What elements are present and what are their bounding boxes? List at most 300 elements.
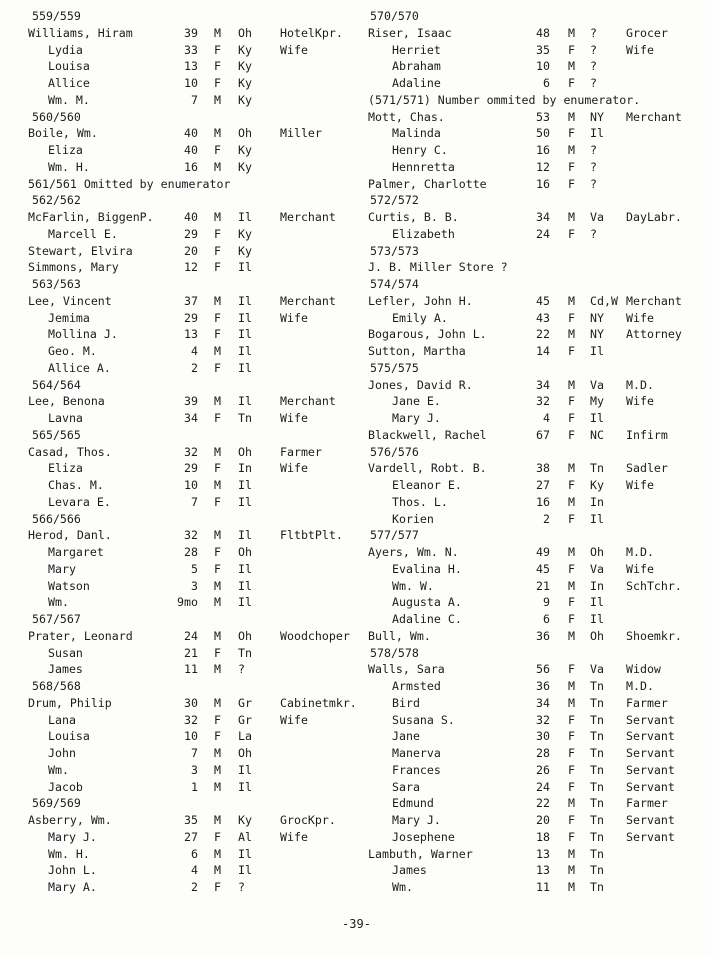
person-birthplace: Tn — [590, 863, 604, 878]
person-row — [364, 226, 710, 243]
person-birthplace: ? — [238, 880, 245, 894]
person-name: Louisa — [48, 729, 90, 744]
person-age: 34 — [536, 377, 550, 392]
person-name: Palmer, Charlotte — [368, 176, 487, 191]
person-age: 13 — [184, 59, 198, 74]
person-sex: M — [568, 695, 575, 710]
person-sex: F — [568, 411, 575, 425]
person-occupation: Servant — [626, 729, 675, 744]
person-row — [22, 812, 364, 829]
person-sex: F — [214, 42, 221, 57]
person-age: 7 — [191, 494, 198, 509]
person-age: 36 — [536, 628, 550, 643]
person-sex: F — [568, 511, 575, 526]
person-age: 12 — [536, 159, 550, 174]
person-occupation: Merchant — [280, 394, 336, 409]
person-name: Sutton, Martha — [368, 344, 466, 358]
person-name: Herod, Danl. — [28, 528, 112, 543]
person-name: John — [48, 746, 76, 760]
person-age: 32 — [184, 444, 198, 459]
person-birthplace: Va — [590, 561, 604, 576]
person-sex: M — [568, 210, 575, 224]
person-age: 34 — [536, 210, 550, 224]
person-row — [364, 712, 710, 729]
person-sex: M — [214, 210, 221, 224]
person-name: Abraham — [392, 59, 441, 74]
person-birthplace: Il — [238, 779, 252, 794]
person-name: Wm. M. — [48, 92, 90, 107]
person-sex: F — [568, 478, 575, 492]
person-name: James — [392, 863, 427, 878]
person-sex: M — [214, 578, 221, 593]
person-row — [364, 611, 710, 628]
person-birthplace: Tn — [238, 645, 252, 660]
person-age: 14 — [536, 344, 550, 358]
person-occupation: Servant — [626, 829, 675, 844]
person-birthplace: ? — [590, 159, 597, 174]
person-row — [22, 226, 364, 243]
person-row — [22, 661, 364, 678]
household-number: 560/560 — [32, 109, 81, 124]
person-occupation: Wife — [626, 42, 654, 57]
person-age: 13 — [184, 327, 198, 342]
person-birthplace: Il — [590, 344, 604, 358]
household-header-row — [22, 795, 364, 812]
person-birthplace: Ky — [238, 92, 252, 107]
person-name: Curtis, B. B. — [368, 210, 459, 224]
person-birthplace: Il — [238, 360, 252, 375]
person-sex: F — [214, 461, 221, 476]
person-row — [22, 645, 364, 662]
person-occupation: Servant — [626, 813, 675, 827]
note-row — [364, 92, 710, 109]
person-row — [364, 829, 710, 846]
person-occupation: Wife — [626, 478, 654, 492]
person-name: Mott, Chas. — [368, 109, 445, 124]
person-sex: F — [214, 143, 221, 157]
person-birthplace: Oh — [238, 444, 252, 459]
person-age: 6 — [191, 846, 198, 861]
person-name: Armsted — [392, 679, 441, 693]
person-birthplace: Oh — [238, 746, 252, 760]
person-name: Levara E. — [48, 494, 111, 509]
person-age: 3 — [191, 762, 198, 777]
person-row — [22, 92, 364, 109]
person-row — [364, 42, 710, 59]
person-birthplace: ? — [590, 143, 597, 157]
household-header-row — [22, 192, 364, 209]
person-row — [364, 661, 710, 678]
person-name: Louisa — [48, 59, 90, 74]
person-age: 53 — [536, 109, 550, 124]
person-sex: F — [568, 595, 575, 610]
person-age: 7 — [191, 746, 198, 760]
person-name: Riser, Isaac — [368, 25, 452, 40]
person-age: 22 — [536, 327, 550, 342]
person-age: 32 — [184, 712, 198, 727]
person-age: 24 — [184, 628, 198, 643]
person-name: Stewart, Elvira — [28, 243, 133, 258]
person-row — [364, 578, 710, 595]
person-name: Mary A. — [48, 880, 97, 894]
person-row — [364, 142, 710, 159]
person-sex: M — [214, 746, 221, 760]
person-row — [364, 494, 710, 511]
person-occupation: Merchant — [280, 293, 336, 308]
person-age: 28 — [536, 746, 550, 760]
person-sex: M — [214, 293, 221, 308]
person-name: Lydia — [48, 42, 83, 57]
person-occupation: Wife — [280, 310, 308, 325]
person-birthplace: Il — [590, 612, 604, 626]
enumerator-note: J. B. Miller Store ? — [368, 260, 508, 275]
person-age: 11 — [536, 880, 550, 894]
person-name: Drum, Philip — [28, 695, 112, 710]
person-row — [364, 812, 710, 829]
person-name: Wm. W. — [392, 578, 434, 593]
person-birthplace: Tn — [590, 813, 604, 827]
person-occupation: Shoemkr. — [626, 628, 682, 643]
household-header-row — [364, 645, 710, 662]
person-birthplace: Tn — [590, 880, 604, 894]
person-row — [22, 444, 364, 461]
person-sex: M — [214, 444, 221, 459]
person-sex: M — [568, 293, 575, 308]
person-row — [364, 779, 710, 796]
person-age: 36 — [536, 679, 550, 693]
person-sex: F — [214, 310, 221, 325]
person-birthplace: Oh — [238, 628, 252, 643]
person-occupation: DayLabr. — [626, 210, 682, 224]
household-header-row — [364, 360, 710, 377]
person-sex: M — [568, 327, 575, 342]
person-name: Allice — [48, 76, 90, 90]
household-header-row — [22, 109, 364, 126]
person-row — [364, 678, 710, 695]
person-sex: M — [214, 863, 221, 878]
person-age: 35 — [184, 813, 198, 827]
person-sex: M — [568, 377, 575, 392]
person-name: Jane — [392, 729, 420, 744]
person-birthplace: ? — [590, 25, 597, 40]
person-birthplace: Va — [590, 377, 604, 392]
person-row — [22, 326, 364, 343]
person-occupation: Servant — [626, 779, 675, 794]
person-name: Blackwell, Rachel — [368, 427, 487, 442]
person-name: Susan — [48, 645, 83, 660]
person-birthplace: Il — [238, 310, 252, 325]
household-number: 565/565 — [32, 427, 81, 442]
person-row — [364, 410, 710, 427]
person-name: Emily A. — [392, 310, 448, 325]
person-occupation: Wife — [280, 411, 308, 425]
person-birthplace: ? — [590, 226, 597, 241]
person-row — [22, 293, 364, 310]
person-row — [22, 862, 364, 879]
person-row — [22, 142, 364, 159]
person-occupation: Farmer — [626, 695, 668, 710]
person-sex: F — [568, 76, 575, 90]
person-name: Elizabeth — [392, 226, 455, 241]
person-name: Casad, Thos. — [28, 444, 112, 459]
person-row — [22, 695, 364, 712]
person-sex: F — [214, 880, 221, 894]
person-row — [22, 125, 364, 142]
person-birthplace: ? — [590, 76, 597, 90]
person-sex: M — [214, 595, 221, 610]
person-sex: M — [214, 25, 221, 40]
person-sex: F — [214, 243, 221, 258]
person-name: Malinda — [392, 126, 441, 141]
person-name: James — [48, 662, 83, 677]
person-row — [22, 410, 364, 427]
person-row — [22, 259, 364, 276]
person-birthplace: In — [590, 494, 604, 509]
person-row — [22, 460, 364, 477]
person-sex: M — [214, 813, 221, 827]
person-sex: M — [214, 478, 221, 492]
household-header-row — [364, 276, 710, 293]
person-row — [364, 109, 710, 126]
person-birthplace: ? — [590, 59, 597, 74]
person-name: Asberry, Wm. — [28, 813, 112, 827]
person-occupation: Wife — [280, 42, 308, 57]
person-row — [364, 728, 710, 745]
person-occupation: FltbtPlt. — [280, 528, 343, 543]
person-sex: F — [568, 427, 575, 442]
person-birthplace: Il — [238, 260, 252, 275]
person-sex: M — [568, 880, 575, 894]
person-sex: F — [214, 411, 221, 425]
household-header-row — [364, 444, 710, 461]
person-occupation: M.D. — [626, 377, 654, 392]
person-birthplace: Ky — [238, 59, 252, 74]
household-number: 562/562 — [32, 193, 81, 208]
person-name: Mary — [48, 561, 76, 576]
person-age: 40 — [184, 126, 198, 141]
person-occupation: Farmer — [280, 444, 322, 459]
person-sex: F — [214, 561, 221, 576]
person-occupation: Merchant — [626, 109, 682, 124]
note-row — [364, 259, 710, 276]
household-number: 570/570 — [370, 9, 419, 23]
person-row — [364, 293, 710, 310]
person-age: 22 — [536, 796, 550, 811]
person-row — [22, 209, 364, 226]
person-age: 67 — [536, 427, 550, 442]
person-birthplace: Tn — [590, 712, 604, 727]
person-birthplace: Il — [238, 863, 252, 878]
household-header-row — [22, 276, 364, 293]
person-name: Frances — [392, 762, 441, 777]
person-birthplace: Il — [238, 478, 252, 492]
person-age: 26 — [536, 762, 550, 777]
person-name: Lavna — [48, 411, 83, 425]
household-number: 576/576 — [370, 444, 419, 459]
person-age: 35 — [536, 42, 550, 57]
person-sex: M — [568, 25, 575, 40]
person-sex: F — [214, 76, 221, 90]
person-occupation: Wife — [626, 394, 654, 409]
person-birthplace: Tn — [590, 762, 604, 777]
person-sex: M — [214, 394, 221, 409]
household-number: 569/569 — [32, 796, 81, 811]
person-age: 43 — [536, 310, 550, 325]
person-occupation: Wife — [280, 829, 308, 844]
person-row — [364, 544, 710, 561]
person-age: 13 — [536, 863, 550, 878]
household-number: 566/566 — [32, 511, 81, 526]
person-name: Lefler, John H. — [368, 293, 473, 308]
person-birthplace: Tn — [238, 411, 252, 425]
person-name: Eleanor E. — [392, 478, 462, 492]
person-name: Bird — [392, 695, 420, 710]
person-birthplace: Oh — [590, 628, 604, 643]
person-birthplace: Tn — [590, 729, 604, 744]
person-name: Herriet — [392, 42, 441, 57]
person-sex: F — [214, 360, 221, 375]
person-birthplace: ? — [590, 42, 597, 57]
person-birthplace: Ky — [238, 243, 252, 258]
person-sex: F — [568, 746, 575, 760]
person-row — [22, 879, 364, 896]
person-age: 4 — [543, 411, 550, 425]
person-birthplace: ? — [590, 176, 597, 191]
person-occupation: Wife — [626, 310, 654, 325]
person-name: Lee, Benona — [28, 394, 105, 409]
person-sex: F — [214, 545, 221, 559]
person-sex: M — [568, 863, 575, 878]
person-birthplace: Ky — [238, 76, 252, 90]
person-sex: F — [568, 813, 575, 827]
person-sex: M — [214, 846, 221, 861]
person-name: Wm. — [48, 595, 69, 610]
household-header-row — [22, 377, 364, 394]
person-age: 39 — [184, 394, 198, 409]
person-sex: M — [568, 59, 575, 74]
person-age: 10 — [184, 478, 198, 492]
person-birthplace: In — [590, 578, 604, 593]
person-row — [22, 544, 364, 561]
person-birthplace: Il — [238, 344, 252, 358]
person-age: 16 — [536, 176, 550, 191]
person-sex: F — [568, 729, 575, 744]
person-row — [22, 745, 364, 762]
person-age: 21 — [184, 645, 198, 660]
person-row — [22, 494, 364, 511]
person-name: Eliza — [48, 143, 83, 157]
person-birthplace: Ky — [238, 226, 252, 241]
person-sex: M — [568, 109, 575, 124]
person-age: 2 — [191, 880, 198, 894]
person-birthplace: Il — [238, 595, 252, 610]
person-birthplace: Oh — [590, 545, 604, 559]
person-sex: M — [214, 92, 221, 107]
household-number: 578/578 — [370, 645, 419, 660]
household-number: 573/573 — [370, 243, 419, 258]
person-name: Prater, Leonard — [28, 628, 133, 643]
person-age: 24 — [536, 779, 550, 794]
person-sex: F — [568, 662, 575, 677]
person-sex: M — [214, 762, 221, 777]
household-header-row — [364, 527, 710, 544]
person-row — [22, 779, 364, 796]
household-number: 572/572 — [370, 193, 419, 208]
person-row — [364, 762, 710, 779]
person-row — [22, 159, 364, 176]
person-name: John L. — [48, 863, 97, 878]
person-age: 29 — [184, 310, 198, 325]
person-sex: M — [214, 695, 221, 710]
person-sex: F — [568, 126, 575, 141]
person-birthplace: Ky — [238, 813, 252, 827]
person-name: Mary J. — [392, 411, 441, 425]
person-name: Jacob — [48, 779, 83, 794]
person-birthplace: Il — [590, 126, 604, 141]
person-name: Marcell E. — [48, 226, 118, 241]
person-row — [364, 176, 710, 193]
household-number: 563/563 — [32, 277, 81, 291]
person-birthplace: Il — [590, 595, 604, 610]
person-birthplace: Ky — [238, 143, 252, 157]
person-sex: F — [214, 712, 221, 727]
person-birthplace: ? — [238, 662, 245, 677]
person-row — [22, 343, 364, 360]
person-age: 6 — [543, 612, 550, 626]
person-row — [364, 75, 710, 92]
person-age: 38 — [536, 461, 550, 476]
person-birthplace: Oh — [238, 25, 252, 40]
person-age: 45 — [536, 561, 550, 576]
person-name: Lana — [48, 712, 76, 727]
person-name: Manerva — [392, 746, 441, 760]
person-name: Jane E. — [392, 394, 441, 409]
person-name: Korien — [392, 511, 434, 526]
person-birthplace: Cd,W — [590, 293, 618, 308]
person-age: 32 — [536, 394, 550, 409]
person-name: Susana S. — [392, 712, 455, 727]
person-name: Adaline — [392, 76, 441, 90]
person-age: 45 — [536, 293, 550, 308]
person-sex: M — [568, 143, 575, 157]
person-sex: F — [568, 829, 575, 844]
person-birthplace: NY — [590, 310, 604, 325]
person-row — [364, 862, 710, 879]
person-age: 4 — [191, 344, 198, 358]
person-age: 20 — [536, 813, 550, 827]
person-birthplace: Il — [238, 578, 252, 593]
person-sex: F — [568, 159, 575, 174]
person-birthplace: Il — [238, 394, 252, 409]
person-sex: F — [214, 645, 221, 660]
person-age: 27 — [184, 829, 198, 844]
person-row — [364, 745, 710, 762]
person-row — [22, 846, 364, 863]
person-name: Geo. M. — [48, 344, 97, 358]
person-birthplace: Tn — [590, 779, 604, 794]
person-birthplace: Il — [590, 411, 604, 425]
person-row — [364, 310, 710, 327]
person-age: 9 — [543, 595, 550, 610]
person-name: Jones, David R. — [368, 377, 473, 392]
person-birthplace: Tn — [590, 829, 604, 844]
person-birthplace: Gr — [238, 712, 252, 727]
person-occupation: GrocKpr. — [280, 813, 336, 827]
person-occupation: Servant — [626, 712, 675, 727]
person-row — [364, 460, 710, 477]
person-row — [364, 795, 710, 812]
person-birthplace: Tn — [590, 679, 604, 693]
